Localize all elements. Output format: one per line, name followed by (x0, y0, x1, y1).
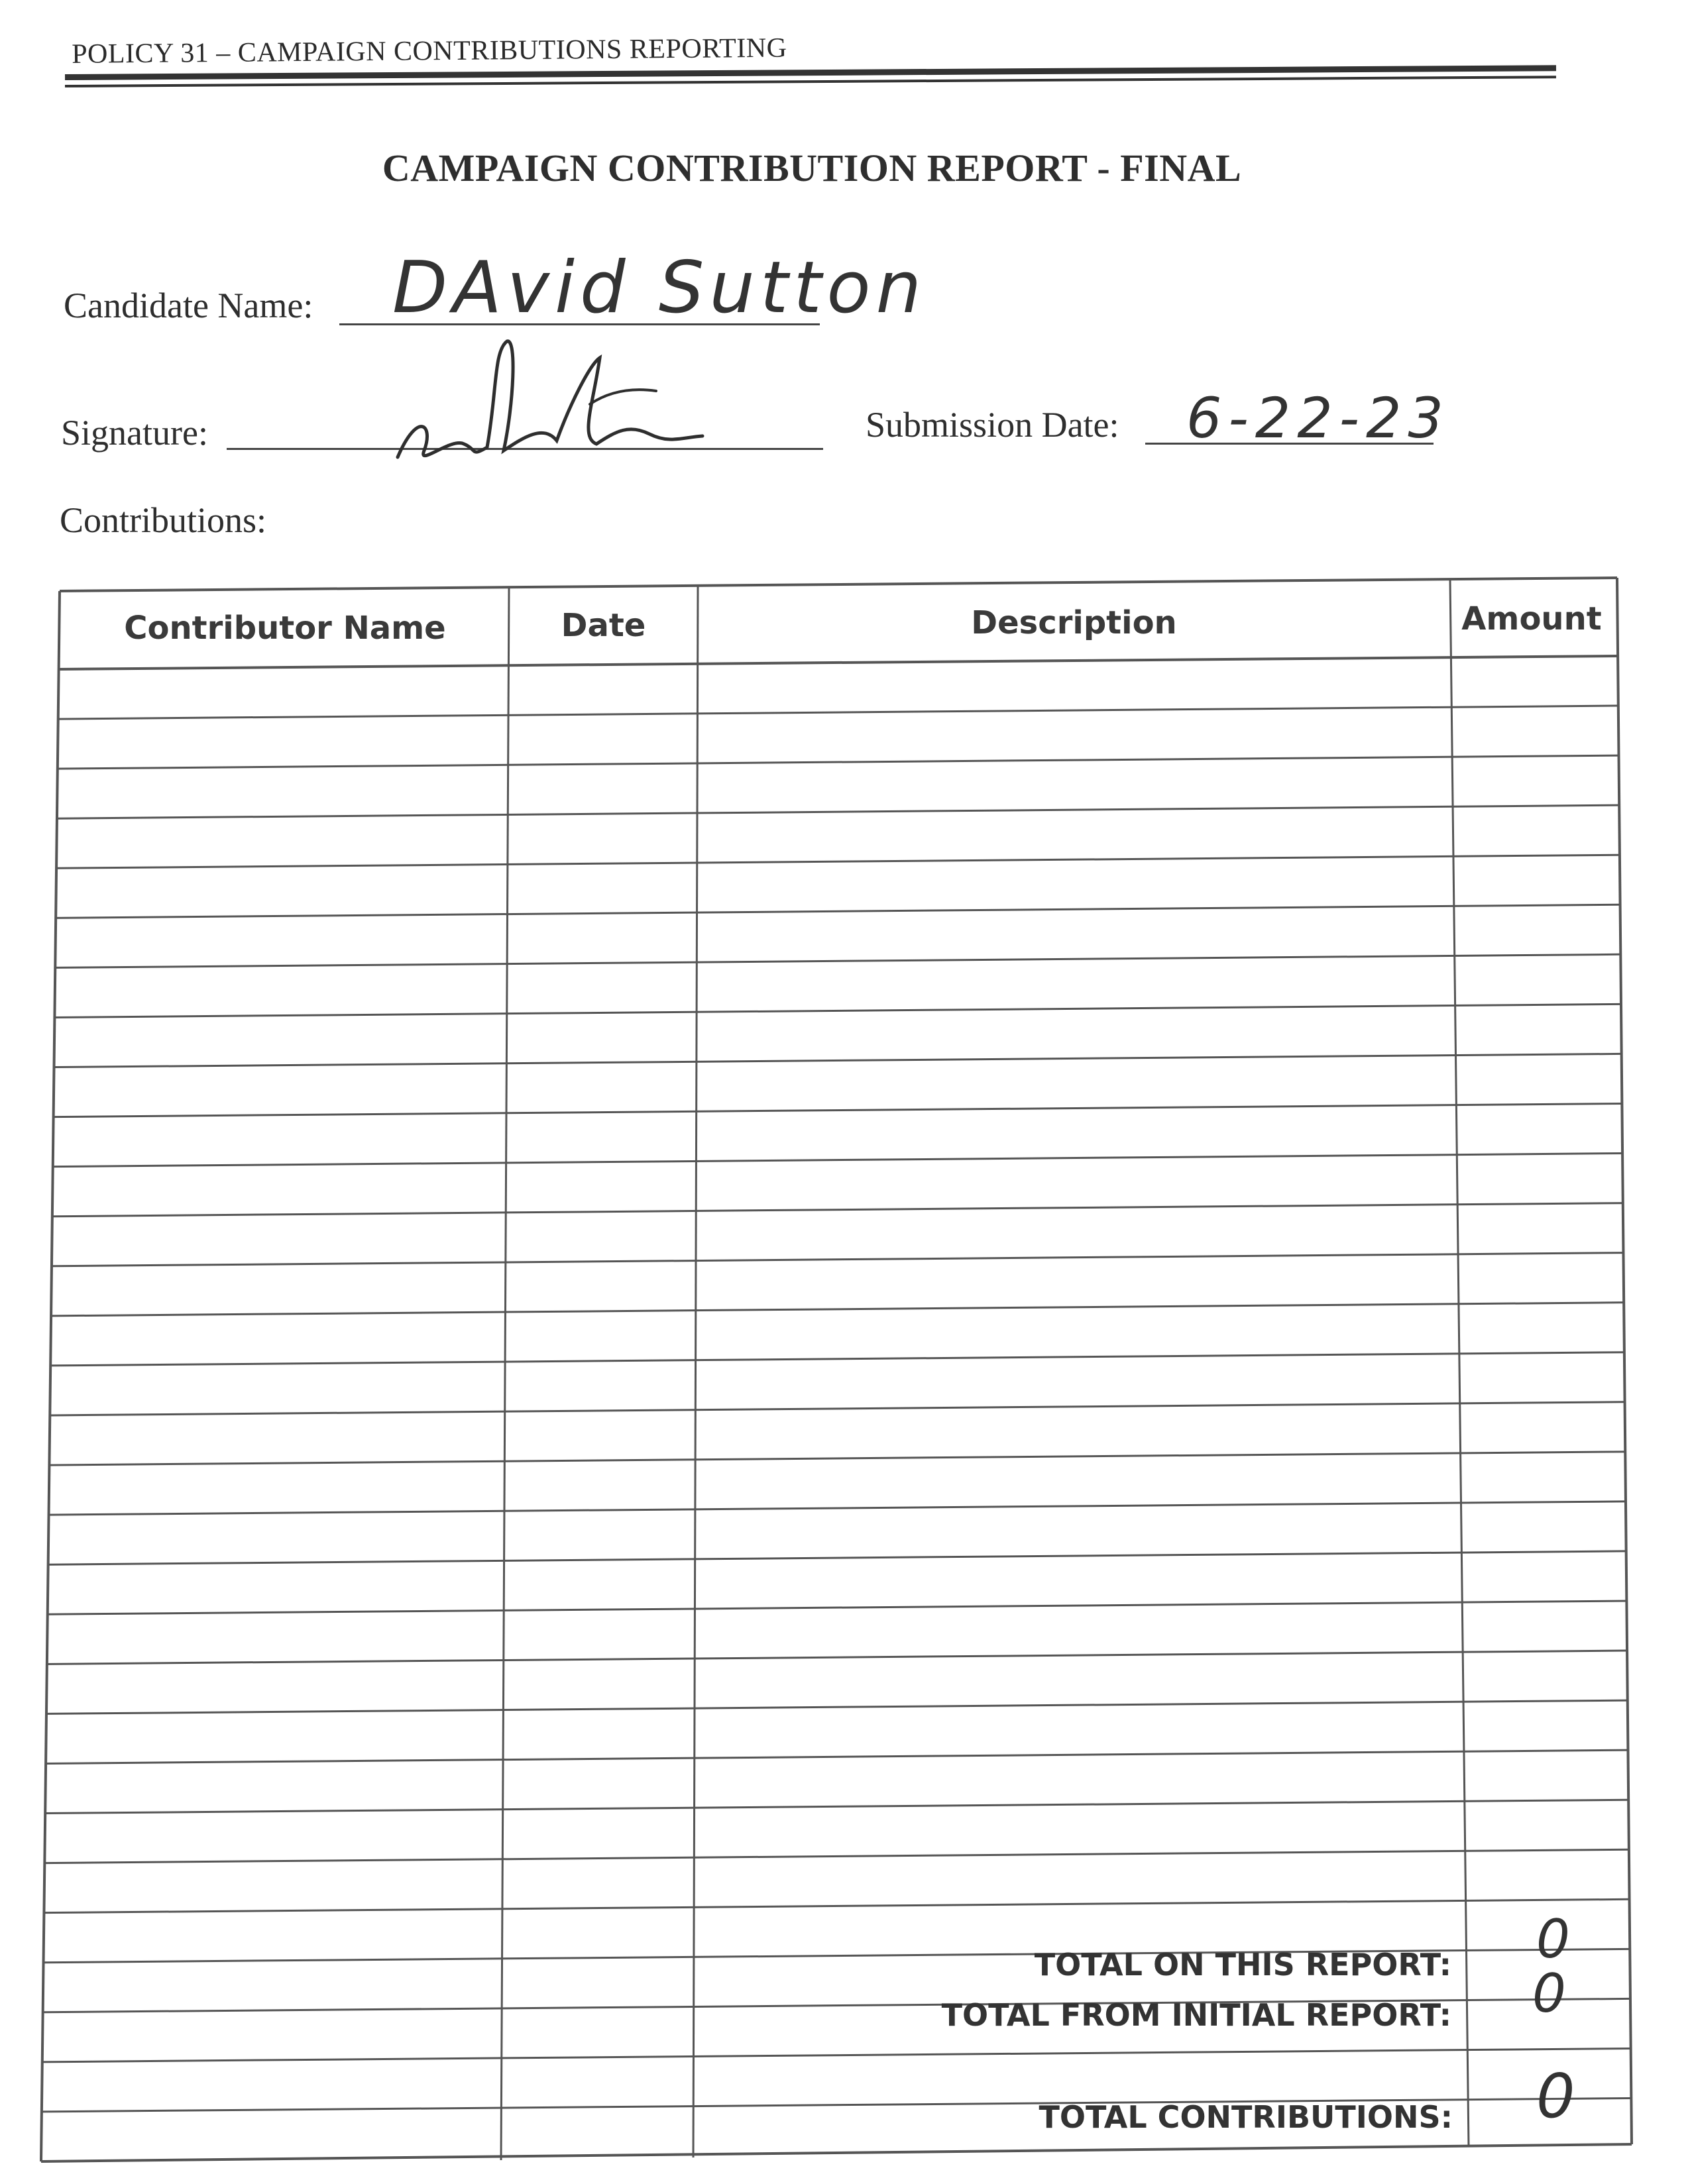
table-row-line (42, 2048, 1631, 2061)
table-row-line (53, 1154, 1622, 1167)
table-bottom-border (41, 2144, 1632, 2161)
table-row-line (56, 904, 1620, 918)
column-header-date: Date (561, 607, 646, 644)
table-row-line (59, 656, 1618, 669)
table-row-line (52, 1253, 1624, 1266)
table-row-line (50, 1352, 1624, 1366)
table-row-line (54, 1004, 1621, 1017)
table-row-line (46, 1700, 1628, 1714)
table-row-line (54, 1054, 1622, 1067)
table-row-line (44, 1849, 1629, 1863)
running-header: POLICY 31 – CAMPAIGN CONTRIBUTIONS REPORTING (72, 32, 787, 70)
column-header-contributor-name: Contributor Name (124, 610, 446, 647)
table-row-line (57, 805, 1619, 818)
table-right-border (1617, 578, 1632, 2144)
table-row-line (48, 1551, 1626, 1564)
column-separator-description-amount (1450, 579, 1469, 2147)
table-row-line (50, 1402, 1624, 1415)
total-from-initial-report-value[interactable]: 0 (1532, 1963, 1566, 2024)
table-row-line (55, 954, 1620, 967)
table-row-line (45, 1800, 1628, 1813)
table-row-line (47, 1651, 1627, 1664)
table-row-line (51, 1303, 1624, 1316)
total-contributions-label: TOTAL CONTRIBUTIONS: (1039, 2099, 1453, 2135)
table-row-line (48, 1601, 1627, 1614)
table-row-line (44, 1899, 1629, 1912)
total-on-this-report-label: TOTAL ON THIS REPORT: (1034, 1947, 1451, 1983)
table-row-line (52, 1203, 1623, 1217)
total-on-this-report-value[interactable]: 0 (1536, 1908, 1570, 1970)
total-contributions-value[interactable]: 0 (1536, 2061, 1575, 2132)
table-row-line (46, 1750, 1628, 1763)
submission-date-value[interactable]: 6-22-23 (1186, 386, 1450, 451)
total-from-initial-report-label: TOTAL FROM INITIAL REPORT: (941, 1997, 1451, 2033)
table-top-border (60, 578, 1617, 591)
table-row-line (49, 1502, 1626, 1515)
column-separator-date-description (693, 586, 698, 2157)
column-header-amount: Amount (1461, 600, 1602, 637)
table-left-border (41, 591, 60, 2161)
form-title: CAMPAIGN CONTRIBUTION REPORT - FINAL (382, 146, 1242, 190)
candidate-name-value[interactable]: DAvid Sutton (392, 246, 927, 329)
contributions-label: Contributions: (60, 500, 267, 540)
column-header-description: Description (971, 604, 1177, 641)
submission-date-label: Submission Date: (866, 405, 1119, 445)
table-row-line (54, 1103, 1622, 1117)
table-row-line (49, 1452, 1625, 1465)
table-row-line (56, 855, 1620, 868)
signature-label: Signature: (61, 413, 208, 453)
table-row-line (58, 706, 1618, 719)
column-separator-name-date (501, 588, 509, 2160)
table-row-line (58, 755, 1619, 769)
candidate-name-label: Candidate Name: (64, 286, 313, 325)
